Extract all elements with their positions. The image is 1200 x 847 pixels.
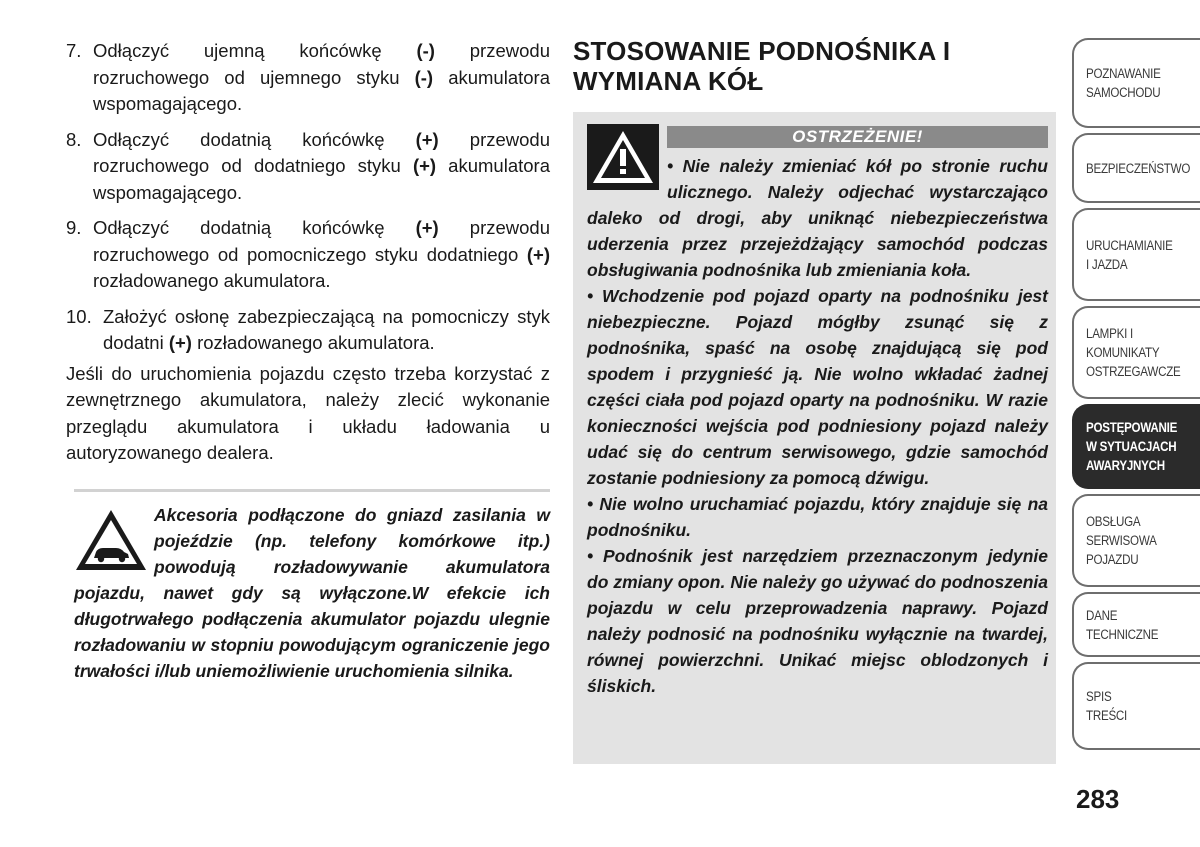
- step-text: akumulatora wspomagającego.: [93, 66, 550, 114]
- section-tab-label: DANE TECHNICZNE: [1086, 607, 1159, 642]
- step-item: [66, 215, 550, 295]
- section-tab-label: POSTĘPOWANIE W SYTUACJACH AWARYJNYCH: [1086, 420, 1178, 473]
- step-symbol: (-): [414, 66, 434, 88]
- step-text: Odłączyć dodatnią końcówkę: [93, 217, 416, 238]
- step-number: 9.: [66, 217, 82, 238]
- step-text: przewodu rozruchowego od pomocniczego styku dodatniego: [93, 217, 550, 265]
- warning-text: [587, 153, 1048, 699]
- car-battery-warning-icon: [74, 508, 148, 572]
- section-tab-label: OBSŁUGA SERWISOWA POJAZDU: [1086, 514, 1157, 567]
- section-tab[interactable]: [1072, 592, 1200, 657]
- section-tab[interactable]: [1072, 662, 1200, 750]
- exclamation-triangle-icon: [590, 127, 656, 187]
- warning-item: • Podnośnik jest narzędziem przeznaczonym jedynie do zmiany opon. Nie należy go używać do podnoszenia pojazdu w celu przeprowadzenia naprawy. Pojazd należy podnosić na podnośniku wyłącznie na twardej, równej powierzchni. Unikać miejsc oblodzonych i śliskich.: [587, 546, 1048, 696]
- step-text: Założyć osłonę zabezpieczającą na pomocniczy styk dodatni: [103, 305, 550, 353]
- step-text: akumulatora wspomagającego.: [93, 155, 550, 203]
- step-number: 7.: [66, 40, 82, 61]
- section-tab[interactable]: [1072, 404, 1200, 489]
- note-text: Akcesoria podłączone do gniazd zasilania w pojeździe (np. telefony komórkowe itp.) powodują rozładowywanie akumulatora pojazdu, nawet gdy są wyłączone.W efekcie ich długotrwałego podłączenia akumulator pojazdu ulegnie rozładowaniu w stopniu powodującym ograniczenie jego trwałości i/lub uniemożliwienie uruchomienia silnika.: [74, 504, 550, 681]
- section-tab[interactable]: [1072, 133, 1200, 203]
- section-tab[interactable]: [1072, 38, 1200, 128]
- warning-item: • Nie należy zmieniać kół po stronie ruchu ulicznego. Należy odjechać wystarczająco daleko od drogi, aby uniknąć niebezpieczeństwa uderzenia przez przejeżdżający samochód podczas obsługiwania podnośnika lub zmieniania koła.: [587, 156, 1048, 280]
- step-symbol: (+): [415, 128, 439, 150]
- left-column: [66, 38, 550, 684]
- section-tab-label: POZNAWANIE SAMOCHODU: [1086, 66, 1161, 100]
- section-tab-label: SPIS TREŚCI: [1086, 689, 1128, 723]
- divider: [74, 489, 550, 492]
- steps-list: [66, 38, 550, 357]
- warning-item: • Nie wolno uruchamiać pojazdu, który znajduje się na podnośniku.: [587, 494, 1048, 540]
- step-text: przewodu rozruchowego od dodatniego styku: [93, 128, 550, 176]
- page-number: 283: [1076, 784, 1120, 814]
- section-tab-label: LAMPKI I KOMUNIKATY OSTRZEGAWCZE: [1086, 326, 1181, 379]
- step-text: rozładowanego akumulatora.: [191, 332, 435, 353]
- info-paragraph: Jeśli do uruchomienia pojazdu często trzeba korzystać z zewnętrznego akumulatora, należy zlecić wykonanie przeglądu akumulatora i układu ładowania u autoryzowanego dealera.: [66, 362, 550, 463]
- step-symbol: (+): [526, 243, 550, 265]
- step-number: 8.: [66, 128, 82, 150]
- step-text: przewodu rozruchowego od ujemnego styku: [93, 40, 550, 88]
- battery-note: [74, 502, 550, 684]
- warning-label: OSTRZEŻENIE!: [667, 126, 1048, 148]
- step-symbol: (-): [416, 40, 435, 61]
- section-title: STOSOWANIE PODNOŚNIKA I WYMIANA KÓŁ: [573, 36, 951, 96]
- step-text: Odłączyć ujemną końcówkę: [93, 40, 417, 61]
- section-tab[interactable]: [1072, 494, 1200, 587]
- section-tabs: [1072, 38, 1200, 755]
- step-number: 10.: [66, 305, 92, 327]
- step-symbol: (+): [168, 332, 192, 353]
- step-text: rozładowanego akumulatora.: [93, 270, 331, 291]
- warning-icon-frame: [587, 124, 659, 190]
- warning-box: [573, 112, 1056, 764]
- step-text: Odłączyć dodatnią końcówkę: [93, 128, 416, 150]
- section-tab-label: BEZPIECZEŃSTWO: [1086, 160, 1191, 176]
- section-tab[interactable]: [1072, 306, 1200, 399]
- step-item: [66, 127, 550, 207]
- section-tab[interactable]: [1072, 208, 1200, 301]
- step-symbol: (+): [415, 217, 439, 238]
- section-tab-label: URUCHAMIANIE I JAZDA: [1086, 237, 1173, 272]
- warning-item: • Wchodzenie pod pojazd oparty na podnośniku jest niebezpieczne. Pojazd mógłby zsunąć się z podnośnika, spaść na osobę znajdującą się pod spodem i przygnieść ją. Nie wolno wkładać żadnej części ciała pod pojazd oparty na podnośniku. W razie konieczności wejścia pod podniesiony pojazd należy udać się do centrum serwisowego, gdzie samochód zostanie podniesiony za pomocą dźwigu.: [587, 286, 1048, 488]
- step-item: [66, 38, 550, 118]
- step-symbol: (+): [412, 155, 437, 176]
- step-item: [66, 304, 550, 357]
